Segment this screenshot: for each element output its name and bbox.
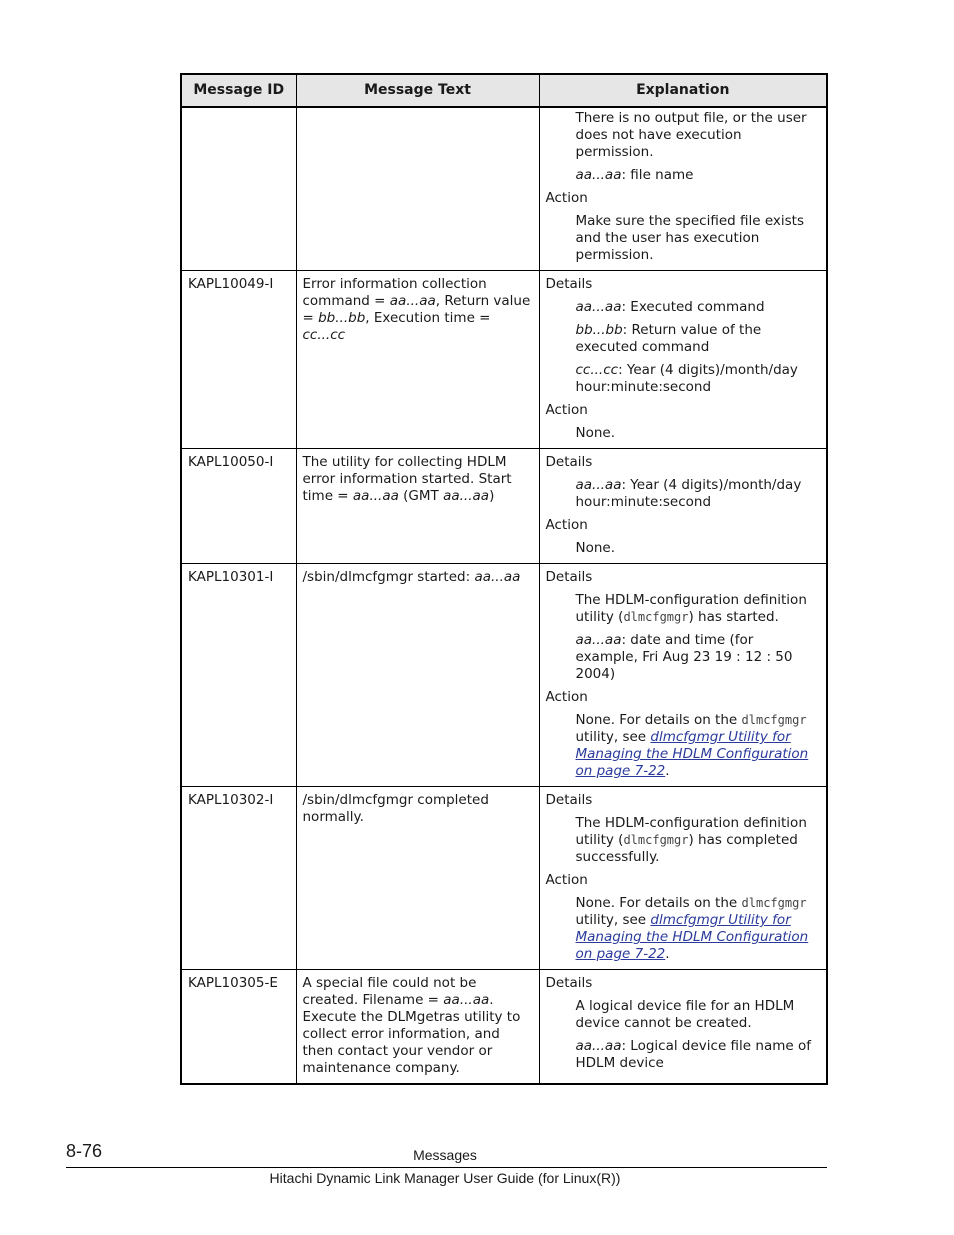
table-row <box>181 107 827 271</box>
action-label: Action <box>545 872 588 888</box>
detail-text: bb...bb: Return value of the executed command <box>575 322 762 355</box>
action-label: Action <box>545 517 588 533</box>
detail-text: The HDLM-configuration definition utility (dlmcfgmgr) has completed successfully. <box>575 815 807 865</box>
message-text-cell: The utility for collecting HDLM error information started. Start time = aa...aa (GMT aa...aa) <box>296 449 539 564</box>
table-row <box>181 787 827 970</box>
page-number: 8-76 <box>66 1141 103 1161</box>
detail-text: The HDLM-configuration definition utility (dlmcfgmgr) has started. <box>575 592 807 625</box>
details-label: Details <box>545 569 593 585</box>
table-row <box>181 271 827 449</box>
message-text-cell: /sbin/dlmcfgmgr completed normally. <box>296 787 539 970</box>
footer-divider <box>66 1167 827 1168</box>
action-label: Action <box>545 190 588 206</box>
header-message-text: Message Text <box>296 74 539 107</box>
footer-book-title: Hitachi Dynamic Link Manager User Guide (for Linux(R)) <box>269 1170 621 1186</box>
message-text-cell: /sbin/dlmcfgmgr started: aa...aa <box>296 564 539 787</box>
message-id-cell: KAPL10302-I <box>181 787 296 970</box>
header-explanation: Explanation <box>539 74 827 107</box>
detail-text: aa...aa: Logical device file name of HDLM device <box>575 1038 811 1071</box>
explanation-cell <box>539 449 827 564</box>
explanation-cell <box>539 787 827 970</box>
action-label: Action <box>545 689 588 705</box>
action-text: None. For details on the dlmcfgmgr utility, see dlmcfgmgr Utility for Managing the HDLM Configuration on page 7-22. <box>575 895 809 962</box>
action-label: Action <box>545 402 588 418</box>
detail-text: aa...aa: Year (4 digits)/month/day hour:minute:second <box>575 477 802 510</box>
message-text-cell <box>296 107 539 271</box>
details-label: Details <box>545 276 593 292</box>
detail-text: aa...aa: date and time (for example, Fri Aug 23 19 : 12 : 50 2004) <box>575 632 793 682</box>
details-label: Details <box>545 454 593 470</box>
action-text: Make sure the specified file exists and the user has execution permission. <box>575 213 805 263</box>
explanation-cell <box>539 564 827 787</box>
detail-text: There is no output file, or the user does not have execution permission. <box>575 110 807 160</box>
table-row <box>181 970 827 1085</box>
message-table <box>180 73 828 1085</box>
cross-reference-link[interactable]: dlmcfgmgr Utility for Managing the HDLM Configuration on page 7-22 <box>575 912 809 962</box>
table-row <box>181 449 827 564</box>
message-id-cell <box>181 107 296 271</box>
message-id-cell: KAPL10301-I <box>181 564 296 787</box>
action-text: None. For details on the dlmcfgmgr utility, see dlmcfgmgr Utility for Managing the HDLM Configuration on page 7-22. <box>575 712 809 779</box>
message-id-cell: KAPL10305-E <box>181 970 296 1085</box>
detail-text: aa...aa: file name <box>575 167 694 183</box>
footer-section-title: Messages <box>413 1147 477 1163</box>
table-row <box>181 564 827 787</box>
action-text: None. <box>575 540 616 556</box>
cross-reference-link[interactable]: dlmcfgmgr Utility for Managing the HDLM Configuration on page 7-22 <box>575 729 809 779</box>
variable-name: aa...aa <box>575 167 622 183</box>
message-text-cell: A special file could not be created. Filename = aa...aa. Execute the DLMgetras utility to collect error information, and then contact your vendor or maintenance company. <box>296 970 539 1085</box>
explanation-cell <box>539 970 827 1085</box>
detail-text: aa...aa: Executed command <box>575 299 765 315</box>
message-id-cell: KAPL10050-I <box>181 449 296 564</box>
details-label: Details <box>545 975 593 991</box>
explanation-cell <box>539 271 827 449</box>
header-message-id: Message ID <box>181 74 296 107</box>
details-label: Details <box>545 792 593 808</box>
table-header-row <box>181 74 827 107</box>
explanation-cell <box>539 107 827 271</box>
detail-text: A logical device file for an HDLM device cannot be created. <box>575 998 795 1031</box>
message-text-cell: Error information collection command = aa...aa, Return value = bb...bb, Execution time = cc...cc <box>296 271 539 449</box>
detail-text: cc...cc: Year (4 digits)/month/day hour:minute:second <box>575 362 798 395</box>
message-id-cell: KAPL10049-I <box>181 271 296 449</box>
action-text: None. <box>575 425 616 441</box>
